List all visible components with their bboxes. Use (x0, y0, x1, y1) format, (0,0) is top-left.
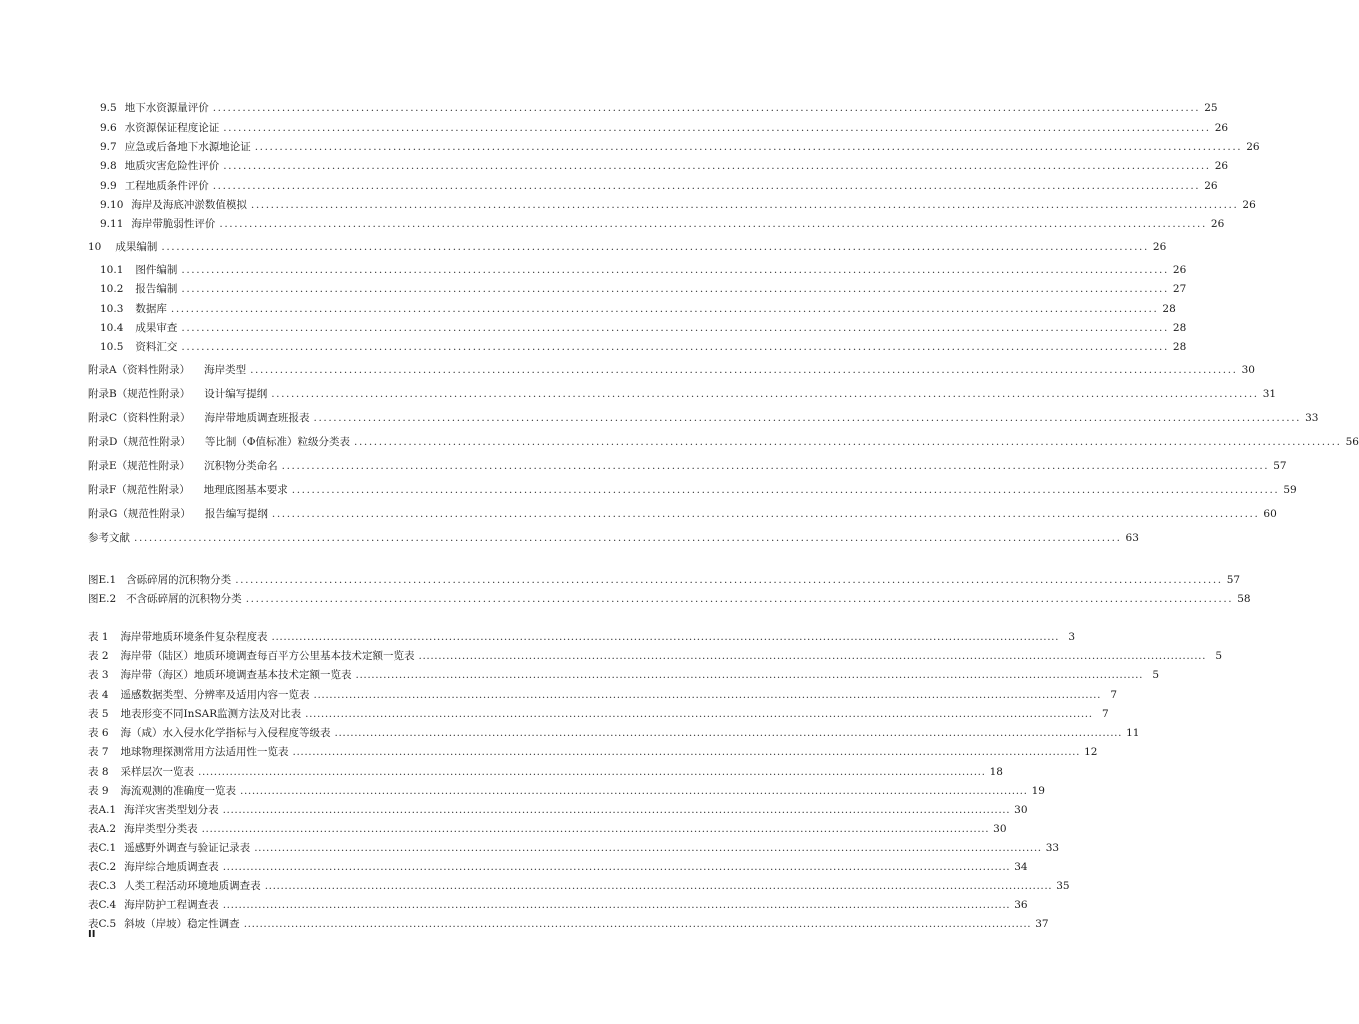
toc-appendix-entry[interactable] (88, 387, 1277, 401)
toc-entry-page: 12 (1084, 746, 1098, 758)
toc-entry-title: 参考文献 (88, 532, 130, 544)
toc-entry-page: 31 (1262, 388, 1277, 400)
toc-entry-number: 10 (88, 241, 102, 253)
toc-table-entry[interactable] (88, 822, 1007, 836)
toc-leader-dots: ........................................................................................................................................................................................................ (305, 708, 1093, 720)
toc-entry-number: 表 2 (88, 650, 109, 662)
toc-entry-page: 7 (1110, 689, 1118, 701)
toc-entry-page: 30 (993, 823, 1007, 835)
toc-entry-title: 海岸带（陆区）地质环境调查每百平方公里基本技术定额一览表 (120, 650, 415, 662)
toc-entry-page: 57 (1226, 574, 1241, 586)
toc-entry-page: 36 (1014, 899, 1028, 911)
toc-entry-title: 地球物理探测常用方法适用性一览表 (120, 746, 289, 758)
toc-leader-dots: ........................................................................................................................................................................................................ (354, 436, 1342, 448)
toc-leader-dots: ........................................................................................................................................................................................................ (245, 593, 1234, 605)
toc-leader-dots: ........................................................................................................................................................................................................ (271, 508, 1260, 520)
toc-entry-page: 25 (1204, 102, 1218, 114)
toc-entry-title: 地表形变不同InSAR监测方法及对比表 (120, 708, 302, 720)
toc-entry-number: 表A.1 (88, 804, 117, 816)
toc-entry-number: 附录F（规范性附录） (88, 484, 190, 496)
toc-entry-number: 表C.4 (88, 899, 117, 911)
toc-leader-dots: ........................................................................................................................................................................................................ (243, 918, 1032, 930)
toc-entry-number: 9.8 (100, 160, 117, 172)
toc-entry-page: 57 (1273, 460, 1287, 472)
toc-entry-number: 图E.1 (88, 574, 117, 586)
toc-entry-number: 附录E（规范性附录） (88, 460, 191, 472)
toc-entry-page: 11 (1126, 727, 1140, 739)
toc-figure-entry[interactable] (88, 573, 1241, 587)
toc-entry-number: 9.7 (100, 141, 117, 153)
toc-appendix-entry[interactable] (88, 507, 1277, 521)
toc-entry-number: 表 9 (88, 785, 109, 797)
toc-entry-page: 18 (989, 766, 1003, 778)
toc-leader-dots: ........................................................................................................................................................................................................ (240, 785, 1028, 797)
toc-entry-title: 海岸防护工程调查表 (124, 899, 219, 911)
toc-entry-page: 28 (1172, 322, 1187, 334)
toc-entry-page: 5 (1152, 669, 1160, 681)
toc-entry-page: 28 (1162, 303, 1176, 315)
toc-entry-number: 表 6 (88, 727, 109, 739)
toc-section-entry[interactable] (100, 321, 1187, 335)
toc-entry-number: 10.4 (100, 322, 124, 334)
toc-entry-title: 海岸及海底冲淤数值模拟 (131, 199, 247, 211)
toc-entry-title: 沉积物分类命名 (204, 460, 278, 472)
toc-entry-title: 成果编制 (115, 241, 158, 253)
toc-leader-dots: ........................................................................................................................................................................................................ (223, 160, 1211, 172)
toc-entry-title: 海洋灾害类型划分表 (124, 804, 219, 816)
toc-entry-page: 58 (1237, 593, 1251, 605)
toc-leader-dots: ........................................................................................................................................................................................................ (181, 264, 1169, 276)
toc-entry-page: 30 (1014, 804, 1028, 816)
toc-entry-number: 9.11 (100, 218, 124, 230)
toc-entry-number: 表 7 (88, 746, 109, 758)
toc-leader-dots: ........................................................................................................................................................................................................ (170, 303, 1159, 315)
toc-leader-dots: ........................................................................................................................................................................................................ (250, 199, 1239, 211)
toc-entry-number: 10.5 (100, 341, 124, 353)
toc-entry-title: 海岸带地质环境条件复杂程度表 (120, 631, 268, 643)
toc-entry-title: 应急或后备地下水源地论证 (124, 141, 251, 153)
toc-table-entry[interactable] (88, 803, 1028, 817)
toc-leader-dots: ........................................................................................................................................................................................................ (254, 141, 1243, 153)
toc-leader-dots: ........................................................................................................................................................................................................ (212, 102, 1201, 114)
toc-section-entry[interactable] (100, 217, 1225, 231)
toc-table-entry[interactable] (88, 917, 1049, 931)
toc-leader-dots: ........................................................................................................................................................................................................ (271, 388, 1259, 400)
toc-leader-dots: ........................................................................................................................................................................................................ (313, 689, 1102, 701)
toc-entry-number: 表C.3 (88, 880, 117, 892)
toc-entry-page: 30 (1241, 364, 1255, 376)
toc-entry-page: 27 (1172, 283, 1187, 295)
toc-entry-page: 35 (1056, 880, 1070, 892)
toc-entry-title: 海岸综合地质调查表 (124, 861, 219, 873)
toc-table-entry[interactable] (88, 688, 1118, 702)
toc-table-entry[interactable] (88, 649, 1223, 663)
toc-entry-number: 10.2 (100, 283, 124, 295)
toc-table-entry[interactable] (88, 898, 1028, 912)
toc-entry-page: 26 (1204, 180, 1218, 192)
toc-appendix-entry[interactable] (88, 483, 1297, 497)
toc-section-entry[interactable] (100, 282, 1187, 296)
toc-entry-title: 报告编制 (135, 283, 178, 295)
toc-entry-page: 26 (1242, 199, 1256, 211)
toc-leader-dots: ........................................................................................................................................................................................................ (254, 842, 1042, 854)
toc-entry-title: 报告编写提纲 (204, 508, 268, 520)
toc-table-entry[interactable] (88, 765, 1003, 779)
toc-entry-title: 水资源保证程度论证 (124, 122, 220, 134)
toc-table-entry[interactable] (88, 630, 1076, 644)
toc-section-entry[interactable] (100, 159, 1229, 173)
toc-leader-dots: ........................................................................................................................................................................................................ (181, 283, 1169, 295)
toc-entry-page: 5 (1215, 650, 1223, 662)
toc-section-entry[interactable] (100, 101, 1218, 115)
toc-entry-title: 成果审查 (135, 322, 178, 334)
toc-entry-number: 10.3 (100, 303, 124, 315)
toc-entry-page: 3 (1068, 631, 1076, 643)
toc-entry-page: 59 (1283, 484, 1297, 496)
toc-entry-number: 表 8 (88, 766, 109, 778)
toc-entry-number: 表C.2 (88, 861, 117, 873)
toc-chapter-entry[interactable] (88, 240, 1167, 254)
toc-entry-page: 26 (1172, 264, 1187, 276)
toc-leader-dots: ........................................................................................................................................................................................................ (161, 241, 1149, 253)
toc-entry-number: 附录C（资料性附录） (88, 412, 191, 424)
toc-leader-dots: ........................................................................................................................................................................................................ (222, 804, 1011, 816)
toc-table-entry[interactable] (88, 745, 1098, 759)
page-number: II (88, 929, 96, 940)
toc-entry-title: 数据库 (135, 303, 167, 315)
toc-entry-page: 56 (1345, 436, 1359, 448)
toc-section-entry[interactable] (100, 263, 1187, 277)
toc-entry-title: 地理底图基本要求 (203, 484, 288, 496)
toc-figure-entry[interactable] (88, 592, 1251, 606)
toc-entry-number: 表C.5 (88, 918, 117, 930)
toc-entry-page: 26 (1152, 241, 1167, 253)
toc-entry-title: 斜坡（岸坡）稳定性调查 (124, 918, 240, 930)
toc-entry-title: 工程地质条件评价 (124, 180, 209, 192)
toc-entry-title: 采样层次一览表 (120, 766, 195, 778)
toc-entry-title: 等比制（Φ值标准）粒级分类表 (204, 436, 351, 448)
toc-table-entry[interactable] (88, 668, 1160, 682)
toc-leader-dots: ........................................................................................................................................................................................................ (219, 218, 1207, 230)
toc-entry-number: 图E.2 (88, 593, 117, 605)
toc-entry-number: 10.1 (100, 264, 124, 276)
toc-entry-page: 26 (1214, 160, 1229, 172)
toc-entry-page: 37 (1035, 918, 1049, 930)
toc-leader-dots: ........................................................................................................................................................................................................ (198, 766, 986, 778)
toc-leader-dots: ........................................................................................................................................................................................................ (313, 412, 1302, 424)
toc-leader-dots: ........................................................................................................................................................................................................ (223, 122, 1211, 134)
toc-entry-title: 人类工程活动环境地质调查表 (124, 880, 261, 892)
toc-leader-dots: ........................................................................................................................................................................................................ (271, 631, 1060, 643)
toc-section-entry[interactable] (100, 198, 1256, 212)
toc-entry-number: 表 3 (88, 669, 109, 681)
toc-entry-title: 地下水资源量评价 (124, 102, 209, 114)
toc-entry-number: 表 5 (88, 708, 109, 720)
toc-entry-page: 34 (1014, 861, 1028, 873)
toc-entry-page: 26 (1214, 122, 1229, 134)
toc-leader-dots: ........................................................................................................................................................................................................ (222, 861, 1011, 873)
toc-leader-dots: ........................................................................................................................................................................................................ (212, 180, 1201, 192)
toc-leader-dots: ........................................................................................................................................................................................................ (292, 746, 1081, 758)
toc-entry-number: 9.6 (100, 122, 117, 134)
toc-entry-page: 26 (1210, 218, 1225, 230)
toc-leader-dots: ........................................................................................................................................................................................................ (235, 574, 1223, 586)
toc-leader-dots: ........................................................................................................................................................................................................ (181, 322, 1169, 334)
toc-entry-title: 含砾碎屑的沉积物分类 (126, 574, 232, 586)
toc-table-entry[interactable] (88, 860, 1028, 874)
toc-entry-number: 表A.2 (88, 823, 117, 835)
toc-references-entry[interactable] (88, 531, 1139, 545)
toc-entry-number: 附录B（规范性附录） (88, 388, 191, 400)
toc-entry-title: 遥感野外调查与验证记录表 (124, 842, 251, 854)
toc-entry-page: 33 (1045, 842, 1060, 854)
toc-entry-page: 33 (1305, 412, 1319, 424)
toc-entry-number: 9.5 (100, 102, 117, 114)
toc-leader-dots: ........................................................................................................................................................................................................ (334, 727, 1123, 739)
toc-entry-page: 60 (1263, 508, 1277, 520)
toc-entry-number: 表 4 (88, 689, 109, 701)
toc-section-entry[interactable] (100, 140, 1260, 154)
toc-table-entry[interactable] (88, 784, 1045, 798)
toc-entry-number: 附录D（规范性附录） (88, 436, 191, 448)
toc-entry-title: 地质灾害危险性评价 (124, 160, 220, 172)
toc-appendix-entry[interactable] (88, 435, 1359, 449)
toc-entry-number: 附录G（规范性附录） (88, 508, 191, 520)
toc-leader-dots: ........................................................................................................................................................................................................ (291, 484, 1280, 496)
toc-leader-dots: ........................................................................................................................................................................................................ (418, 650, 1207, 662)
toc-entry-title: 海岸带（海区）地质环境调查基本技术定额一览表 (120, 669, 352, 681)
toc-entry-page: 19 (1031, 785, 1045, 797)
toc-leader-dots: ........................................................................................................................................................................................................ (355, 669, 1144, 681)
toc-leader-dots: ........................................................................................................................................................................................................ (250, 364, 1238, 376)
toc-entry-title: 图件编制 (135, 264, 178, 276)
toc-entry-number: 9.9 (100, 180, 117, 192)
toc-entry-number: 9.10 (100, 199, 124, 211)
toc-entry-title: 海岸带脆弱性评价 (131, 218, 216, 230)
toc-leader-dots: ........................................................................................................................................................................................................ (264, 880, 1053, 892)
toc-entry-number: 表C.1 (88, 842, 117, 854)
toc-entry-title: 遥感数据类型、分辨率及适用内容一览表 (120, 689, 310, 701)
toc-section-entry[interactable] (100, 340, 1187, 354)
toc-entry-title: 海（咸）水入侵水化学指标与入侵程度等级表 (120, 727, 331, 739)
toc-entry-page: 28 (1172, 341, 1187, 353)
toc-table-entry[interactable] (88, 879, 1070, 893)
toc-section-entry[interactable] (100, 121, 1229, 135)
toc-leader-dots: ........................................................................................................................................................................................................ (181, 341, 1169, 353)
toc-entry-page: 26 (1246, 141, 1260, 153)
toc-entry-page: 7 (1101, 708, 1109, 720)
toc-entry-title: 海流观测的准确度一览表 (120, 785, 237, 797)
toc-appendix-entry[interactable] (88, 411, 1319, 425)
toc-leader-dots: ........................................................................................................................................................................................................ (201, 823, 990, 835)
toc-table-entry[interactable] (88, 726, 1140, 740)
toc-table-entry[interactable] (88, 707, 1109, 721)
toc-table-entry[interactable] (88, 841, 1060, 855)
toc-leader-dots: ........................................................................................................................................................................................................ (281, 460, 1270, 472)
toc-entry-title: 不含砾碎屑的沉积物分类 (126, 593, 242, 605)
toc-appendix-entry[interactable] (88, 459, 1287, 473)
toc-entry-number: 表 1 (88, 631, 109, 643)
toc-entry-number: 附录A（资料性附录） (88, 364, 191, 376)
toc-leader-dots: ........................................................................................................................................................................................................ (222, 899, 1011, 911)
toc-appendix-entry[interactable] (88, 363, 1255, 377)
toc-entry-title: 海岸带地质调查班报表 (204, 412, 310, 424)
toc-entry-title: 海岸类型分类表 (124, 823, 198, 835)
toc-section-entry[interactable] (100, 302, 1176, 316)
toc-section-entry[interactable] (100, 179, 1218, 193)
toc-entry-title: 设计编写提纲 (204, 388, 268, 400)
toc-leader-dots: ........................................................................................................................................................................................................ (134, 532, 1122, 544)
toc-entry-title: 海岸类型 (204, 364, 247, 376)
toc-entry-title: 资料汇交 (135, 341, 178, 353)
toc-entry-page: 63 (1125, 532, 1139, 544)
